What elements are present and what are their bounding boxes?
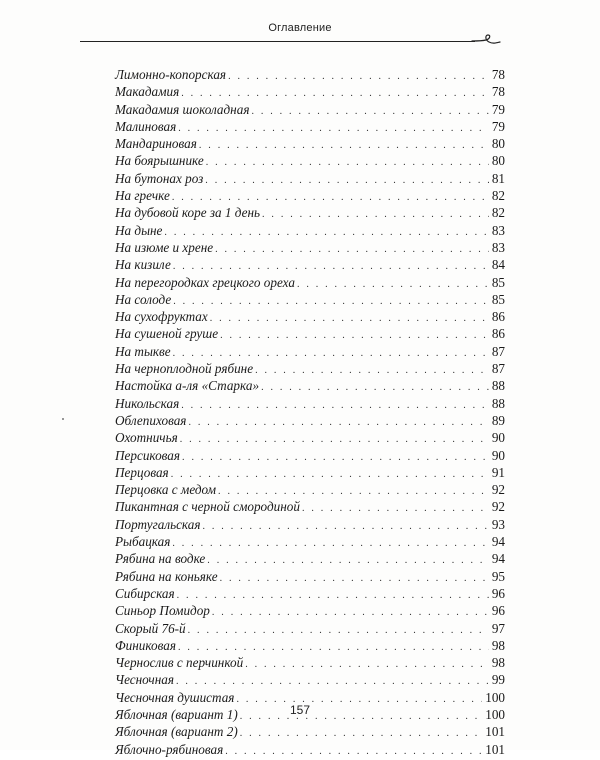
header-rule (80, 41, 475, 42)
dot-leader (210, 310, 489, 327)
toc-entry (115, 464, 505, 481)
toc-entry-page: 92 (491, 499, 505, 515)
page-number: 157 (289, 703, 311, 717)
toc-entry-title: Яблочно-рябиновая (115, 741, 224, 757)
toc-entry-page: 81 (491, 170, 505, 186)
toc-entry (115, 585, 505, 602)
toc-entry (115, 412, 505, 429)
toc-entry-page: 88 (491, 395, 505, 411)
toc-entry-title: Сибирская (115, 585, 175, 601)
toc-entry-page: 80 (491, 153, 505, 169)
dot-leader (228, 68, 489, 85)
running-head-title: Оглавление (268, 22, 332, 34)
toc-entry (115, 222, 505, 239)
dot-leader (255, 362, 489, 379)
toc-entry-page: 94 (491, 534, 505, 550)
toc-entry (115, 550, 505, 567)
toc-entry-page: 87 (491, 343, 505, 359)
toc-entry (115, 101, 505, 118)
toc-entry-title: На перегородках грецкого ореха (115, 274, 295, 290)
toc-entry (115, 481, 505, 498)
dot-leader (188, 414, 488, 431)
toc-entry-page: 93 (491, 516, 505, 532)
toc-entry-title: Настойка а-ля «Старка» (115, 378, 260, 394)
toc-entry (115, 533, 505, 550)
dot-leader (180, 431, 489, 448)
toc-entry (115, 343, 505, 360)
toc-entry-page: 86 (491, 326, 505, 342)
toc-entry-title: Рыбацкая (115, 534, 171, 550)
toc-entry-page: 101 (485, 741, 505, 757)
toc-entry-page: 92 (491, 482, 505, 498)
toc-entry (115, 498, 505, 515)
dot-leader (188, 622, 489, 639)
toc-entry (115, 135, 505, 152)
dot-leader (212, 604, 489, 621)
dot-leader (302, 500, 489, 517)
dot-leader (173, 293, 489, 310)
toc-entry (115, 308, 505, 325)
toc-entry-page: 91 (491, 464, 505, 480)
toc-entry-title: Финиковая (115, 637, 176, 653)
toc-entry-page: 89 (491, 412, 505, 428)
dot-leader (203, 518, 489, 535)
toc-entry-title: Рябина на коньяке (115, 568, 218, 584)
toc-entry-title: Яблочная (вариант 1) (115, 706, 238, 722)
dot-leader (181, 397, 489, 414)
toc-entry (115, 395, 505, 412)
toc-entry-title: Скорый 76-й (115, 620, 186, 636)
toc-entry (115, 325, 505, 342)
toc-entry-title: На сухофруктах (115, 309, 208, 325)
toc-entry (115, 170, 505, 187)
toc-entry-title: Чернослив с перчинкой (115, 655, 244, 671)
toc-entry-title: На бутонах роз (115, 170, 204, 186)
toc-entry (115, 654, 505, 671)
toc-entry-page: 86 (491, 309, 505, 325)
toc-entry (115, 620, 505, 637)
toc-entry-page: 79 (491, 118, 505, 134)
dot-leader (240, 725, 482, 742)
toc-entry (115, 568, 505, 585)
toc-entry-page: 82 (491, 188, 505, 204)
dot-leader (245, 656, 489, 673)
dot-leader (251, 103, 488, 120)
toc-entry-page: 90 (491, 447, 505, 463)
toc-entry (115, 152, 505, 169)
toc-entry-page: 78 (491, 67, 505, 82)
toc-entry-page: 100 (485, 689, 505, 705)
toc-entry (115, 723, 505, 740)
toc-entry-title: На гречке (115, 188, 170, 204)
toc-entry-page: 98 (491, 655, 505, 671)
flourish-ornament (470, 31, 510, 51)
toc-entry-title: Макадамия шоколадная (115, 101, 250, 117)
toc-entry-title: Чесночная (115, 672, 174, 688)
toc-entry-page: 80 (491, 136, 505, 152)
toc-entry-title: На черноплодной рябине (115, 361, 254, 377)
toc-entry-title: Облепиховая (115, 412, 187, 428)
toc-entry-title: Португальская (115, 516, 201, 532)
paper-speck (62, 418, 64, 420)
toc-entry-page: 98 (491, 637, 505, 653)
table-of-contents (115, 66, 505, 758)
toc-entry-page: 96 (491, 603, 505, 619)
toc-entry (115, 204, 505, 221)
dot-leader (206, 154, 489, 171)
toc-entry-page: 79 (491, 101, 505, 117)
toc-entry (115, 429, 505, 446)
toc-entry-title: Чесночная душистая (115, 689, 235, 705)
toc-entry-page: 85 (491, 274, 505, 290)
toc-entry-title: Пикантная с черной смородиной (115, 499, 300, 515)
toc-entry (115, 377, 505, 394)
toc-entry-title: Макадамия (115, 84, 180, 100)
toc-entry-title: Мандариновая (115, 136, 197, 152)
toc-entry-title: Персиковая (115, 447, 181, 463)
toc-entry-page: 95 (491, 568, 505, 584)
toc-entry-page: 78 (491, 84, 505, 100)
toc-entry (115, 187, 505, 204)
dot-leader (207, 552, 489, 569)
toc-entry-page: 99 (491, 672, 505, 688)
toc-entry (115, 256, 505, 273)
toc-entry-title: Синьор Помидор (115, 603, 210, 619)
toc-entry-title: Охотничья (115, 430, 178, 446)
dot-leader (215, 241, 489, 258)
dot-leader (225, 743, 482, 760)
toc-entry-page: 88 (491, 378, 505, 394)
toc-entry-title: Перцовка с медом (115, 482, 217, 498)
dot-leader (261, 379, 489, 396)
toc-entry-title: На дыне (115, 222, 163, 238)
dot-leader (178, 120, 489, 137)
toc-entry-title: На кизиле (115, 257, 171, 273)
dot-leader (297, 276, 489, 293)
toc-entry (115, 516, 505, 533)
toc-entry-page: 85 (491, 291, 505, 307)
toc-entry-page: 83 (491, 239, 505, 255)
dot-leader (182, 449, 489, 466)
dot-leader (262, 206, 489, 223)
toc-entry (115, 274, 505, 291)
toc-entry-title: На сушеной груше (115, 326, 219, 342)
toc-entry (115, 637, 505, 654)
toc-entry-title: Малиновая (115, 118, 177, 134)
toc-entry-title: Никольская (115, 395, 180, 411)
dot-leader (205, 172, 489, 189)
toc-entry-title: Рябина на водке (115, 551, 206, 567)
toc-entry-page: 84 (491, 257, 505, 273)
toc-entry-title: На дубовой коре за 1 день (115, 205, 261, 221)
dot-leader (199, 137, 489, 154)
toc-entry (115, 360, 505, 377)
toc-entry-page: 97 (491, 620, 505, 636)
toc-entry (115, 66, 505, 83)
dot-leader (220, 327, 489, 344)
toc-entry-page: 82 (491, 205, 505, 221)
dot-leader (172, 535, 488, 552)
toc-entry-title: Перцовая (115, 464, 169, 480)
toc-entry-page: 94 (491, 551, 505, 567)
toc-entry (115, 291, 505, 308)
toc-entry-page: 96 (491, 585, 505, 601)
toc-entry-title: На боярышнике (115, 153, 204, 169)
toc-entry (115, 602, 505, 619)
toc-entry-title: Лимонно-копорская (115, 67, 227, 82)
toc-entry-page: 100 (485, 706, 505, 722)
toc-entry-title: На солоде (115, 291, 172, 307)
toc-entry (115, 671, 505, 688)
toc-entry (115, 447, 505, 464)
toc-entry-page: 87 (491, 361, 505, 377)
toc-entry (115, 239, 505, 256)
toc-entry-page: 90 (491, 430, 505, 446)
toc-entry (115, 118, 505, 135)
toc-entry (115, 83, 505, 100)
toc-entry-page: 83 (491, 222, 505, 238)
dot-leader (177, 587, 489, 604)
toc-entry (115, 741, 505, 758)
dot-leader (171, 466, 489, 483)
toc-entry-page: 101 (485, 724, 505, 740)
dot-leader (220, 570, 489, 587)
toc-entry-title: Яблочная (вариант 2) (115, 724, 238, 740)
toc-entry-title: На изюме и хрене (115, 239, 214, 255)
toc-entry-title: На тыкве (115, 343, 171, 359)
